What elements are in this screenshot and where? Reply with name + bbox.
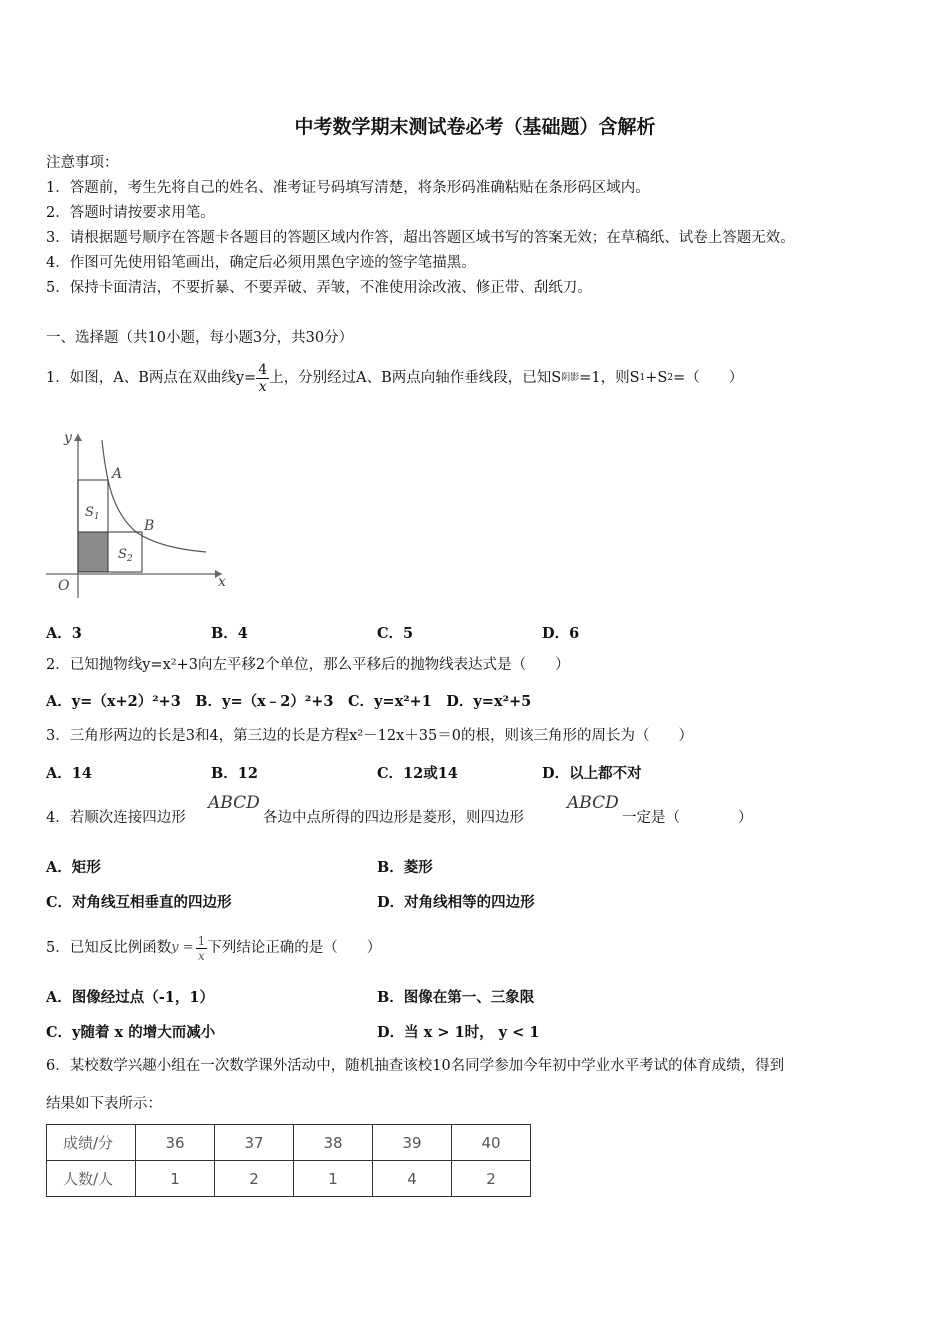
notice-item: 2．答题时请按要求用笔。 [46,205,215,221]
table-cell: 38 [294,1125,373,1161]
q3-option-a[interactable]: A．14 [46,765,92,782]
table-cell: 36 [136,1125,215,1161]
q5-option-a[interactable]: A．图像经过点（-1，1） [46,989,214,1006]
question-2: 2．已知抛物线y=x²+3向左平移2个单位，那么平移后的抛物线表达式是（ ） [46,657,570,673]
q3-option-c[interactable]: C．12或14 [377,765,458,782]
table-row [47,1125,531,1161]
question-3: 3．三角形两边的长是3和4，第三边的长是方程x²－12x＋35＝0的根，则该三角形的周长为（ ） [46,728,693,744]
q1-fraction [256,362,269,395]
q2-options[interactable]: A．y=（x+2）²+3 B．y=（x﹣2）²+3 C．y=x²+1 D．y=x²+5 [46,693,532,710]
fig-s1-letter: S [85,505,94,520]
q3-option-b[interactable]: B．12 [211,765,258,782]
notice-item: 1．答题前，考生先将自己的姓名、准考证号码填写清楚，将条形码准确粘贴在条形码区域内。 [46,180,650,196]
q1-option-a[interactable]: A．3 [46,625,82,642]
fig-point-a: A [112,466,123,482]
table-row [47,1161,531,1197]
table-header-count: 人数/人 [47,1161,136,1197]
q1-s2-sub: 2 [667,373,674,383]
section-heading: 一、选择题（共10小题，每小题3分，共30分） [46,330,354,346]
question-1 [46,352,743,404]
table-cell: 1 [294,1161,373,1197]
q1-text-3: =1，则S [579,370,640,386]
q4-option-a[interactable]: A．矩形 [46,859,101,876]
q5-option-b[interactable]: B．图像在第一、三象限 [377,989,535,1006]
q1-text: 1．如图，A、B两点在双曲线y= [46,370,257,386]
notice-item: 4．作图可先使用铅笔画出，确定后必须用黑色字迹的签字笔描黑。 [46,255,476,271]
q1-end: =（ ） [673,370,744,386]
table-cell: 1 [136,1161,215,1197]
notice-heading: 注意事项： [46,155,119,171]
score-table [46,1124,531,1197]
table-cell: 40 [452,1125,531,1161]
fig-s1-label [85,505,100,522]
q5-frac-den: x [198,948,205,963]
q5-option-d[interactable]: D．当 x > 1时， y < 1 [377,1024,540,1041]
q5-fraction [196,934,208,963]
fig-s2-label [118,547,133,564]
q1-frac-num: 4 [258,361,268,378]
q4-abcd-2: ABCD [567,793,619,813]
q5-pre: 5．已知反比例函数 [46,940,172,956]
q1-option-b[interactable]: B．4 [211,625,248,642]
fig-origin-label: O [58,578,70,594]
question-5 [46,928,381,968]
fig-y-label: y [64,430,72,446]
q1-sub-shadow: 阴影 [561,373,580,383]
q4-mid: 各边中点所得的四边形是菱形，则四边形 [263,810,524,826]
q4-abcd-1: ABCD [208,793,260,813]
q1-plus: +S [645,370,668,386]
shaded-region [78,532,108,572]
fig-s2-index: 2 [126,554,133,564]
page-title: 中考数学期末测试卷必考（基础题）含解析 [294,116,656,138]
q5-option-c[interactable]: C．y随着 x 的增大而减小 [46,1024,216,1041]
hyperbola-figure [44,420,234,600]
hyperbola-curve [102,440,206,552]
table-cell: 2 [452,1161,531,1197]
table-cell: 37 [215,1125,294,1161]
question-6-cont: 结果如下表所示： [46,1096,162,1112]
q4-option-b[interactable]: B．菱形 [377,859,433,876]
q4-option-d[interactable]: D．对角线相等的四边形 [377,894,535,911]
q1-s1-sub: 1 [639,373,646,383]
notice-item: 3．请根据题号顺序在答题卡各题目的答题区域内作答，超出答题区域书写的答案无效；在草稿纸、试卷上答题无效。 [46,230,795,246]
q1-text-2: 上，分别经过A、B两点向轴作垂线段，已知S [269,370,562,386]
q1-option-d[interactable]: D．6 [542,625,580,642]
fig-point-b: B [144,518,155,534]
table-cell: 39 [373,1125,452,1161]
q4-option-c[interactable]: C．对角线互相垂直的四边形 [46,894,232,911]
q5-frac-num: 1 [197,933,206,948]
q3-option-d[interactable]: D．以上都不对 [542,765,642,782]
table-cell: 4 [373,1161,452,1197]
q4-pre: 4．若顺次连接四边形 [46,810,186,826]
notice-item: 5．保持卡面清洁，不要折暴、不要弄破、弄皱，不准使用涂改液、修正带、刮纸刀。 [46,280,592,296]
q5-end: 下列结论正确的是（ ） [207,940,382,956]
q1-option-c[interactable]: C．5 [377,625,414,642]
table-header-score: 成绩/分 [47,1125,136,1161]
q1-frac-den: x [258,378,267,395]
fig-x-label: x [218,574,226,590]
q5-y: y = [171,940,194,955]
fig-s2-letter: S [118,547,127,562]
q4-end: 一定是（ ） [622,810,753,826]
question-6: 6．某校数学兴趣小组在一次数学课外活动中，随机抽查该校10名同学参加今年初中学业水平考试的体育成绩，得到 [46,1058,785,1074]
fig-s1-index: 1 [93,512,100,522]
y-axis-arrow [74,434,82,441]
table-cell: 2 [215,1161,294,1197]
